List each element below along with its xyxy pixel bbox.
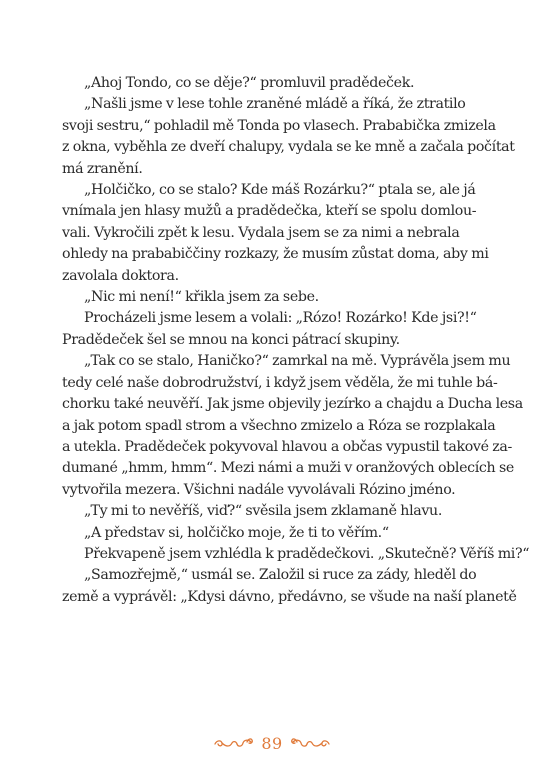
text-line: Procházeli jsme lesem a volali: „Rózo! Rozárko! Kde jsi?!“ bbox=[84, 310, 477, 327]
text-line: svoji sestru,“ pohladil mě Tonda po vlasech. Prababička zmizela bbox=[62, 117, 496, 134]
text-line: a utekla. Pradědeček pokyvoval hlavou a občas vypustil takové za- bbox=[62, 438, 512, 455]
text-line: vnímala jen hlasy mužů a pradědečka, kteří se spolu domlou- bbox=[62, 203, 477, 220]
paragraph bbox=[62, 308, 488, 351]
text-line: Pradědeček šel se mnou na konci pátrací skupiny. bbox=[62, 331, 400, 348]
body-text bbox=[62, 73, 530, 608]
page-footer bbox=[0, 732, 544, 754]
paragraph bbox=[62, 544, 530, 565]
paragraph bbox=[62, 73, 488, 94]
paragraph bbox=[62, 94, 515, 180]
paragraph bbox=[62, 501, 488, 522]
text-line: ohledy na prababiččiny rozkazy, že musím zůstat doma, aby mi bbox=[62, 246, 489, 263]
text-line: „Holčičko, co se stalo? Kde máš Rozárku?“ ptala se, ale já bbox=[84, 182, 476, 199]
text-line: chorku také neuvěří. Jak jsme objevily jezírko a chajdu a Ducha lesa bbox=[62, 396, 523, 413]
text-line: země a vyprávěl: „Kdysi dávno, předávno, se všude na naší planetě bbox=[62, 588, 517, 605]
text-line: a jak potom spadl strom a všechno zmizelo a Róza se rozplakala bbox=[62, 417, 496, 434]
paragraph bbox=[62, 287, 488, 308]
text-line: dumané „hmm, hmm“. Mezi námi a muži v oranžových oblecích se bbox=[62, 460, 514, 477]
page-number: 89 bbox=[261, 733, 283, 753]
flourish-icon bbox=[213, 735, 255, 751]
text-line: „Samozřejmě,“ usmál se. Založil si ruce za zády, hleděl do bbox=[84, 567, 477, 584]
text-line: vali. Vykročili zpět k lesu. Vydala jsem se za nimi a nebrala bbox=[62, 224, 460, 241]
text-line: „Ahoj Tondo, co se děje?“ promluvil pradědeček. bbox=[84, 75, 415, 91]
text-line: „Tak co se stalo, Haničko?“ zamrkal na mě. Vyprávěla jsem mu bbox=[84, 353, 511, 370]
text-line: zavolala doktora. bbox=[62, 267, 179, 284]
text-line: Překvapeně jsem vzhlédla k pradědečkovi. „Skutečně? Věříš mi?“ bbox=[84, 545, 530, 562]
text-line: tedy celé naše dobrodružství, i když jsem věděla, že mi tuhle bá- bbox=[62, 374, 498, 391]
text-line: „A představ si, holčičko moje, že ti to věřím.“ bbox=[84, 524, 389, 541]
text-line: „Našli jsme v lese tohle zraněné mládě a říká, že ztratilo bbox=[84, 96, 466, 113]
text-line: z okna, vyběhla ze dveří chalupy, vydala se ke mně a začala počítat bbox=[62, 139, 515, 156]
paragraph bbox=[62, 351, 523, 501]
text-line: „Ty mi to nevěříš, viď?“ svěsila jsem zklamaně hlavu. bbox=[84, 503, 442, 520]
text-line: vytvořila mezera. Všichni nadále vyvolávali Rózino jméno. bbox=[62, 481, 456, 498]
paragraph bbox=[62, 180, 488, 287]
text-line: má zranění. bbox=[62, 160, 143, 177]
paragraph bbox=[62, 523, 488, 544]
flourish-icon bbox=[289, 735, 331, 751]
text-line: „Nic mi není!“ křikla jsem za sebe. bbox=[84, 289, 319, 306]
paragraph bbox=[62, 565, 517, 608]
